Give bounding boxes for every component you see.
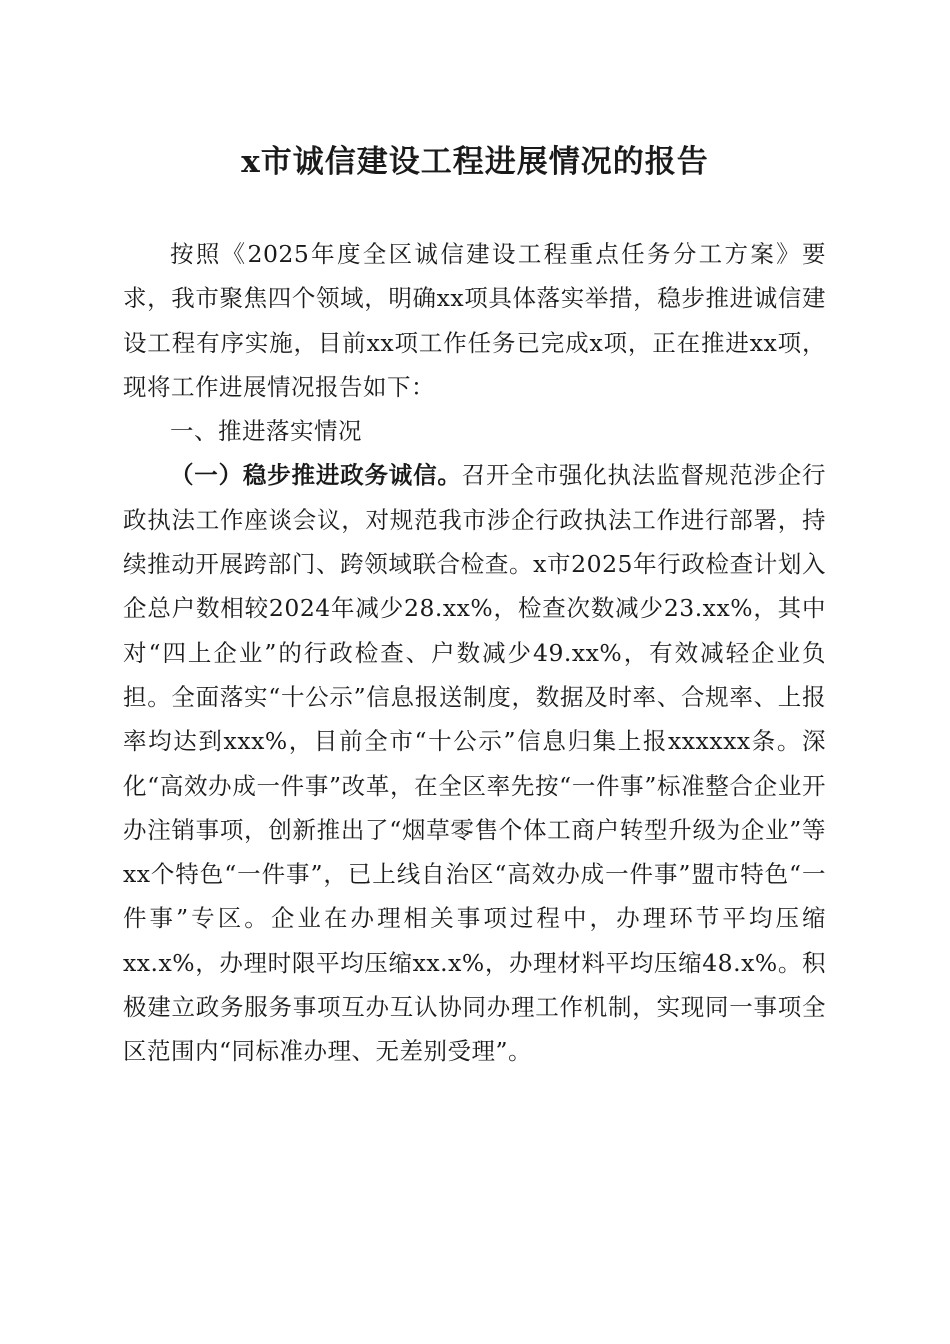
document-body: [123, 232, 826, 1074]
subsection-heading: （一）稳步推进政务诚信。: [170, 461, 462, 490]
intro-paragraph: 按照《2025年度全区诚信建设工程重点任务分工方案》要求，我市聚焦四个领域，明确xx项具体落实举措，稳步推进诚信建设工程有序实施，目前xx项工作任务已完成x项，正在推进xx项，现将工作进展情况报告如下：: [123, 240, 826, 401]
section-1-1-paragraph: [123, 453, 826, 1073]
section-heading-1: 一、推进落实情况: [170, 417, 362, 446]
document-title: x市诚信建设工程进展情况的报告: [241, 144, 709, 180]
subsection-body: 召开全市强化执法监督规范涉企行政执法工作座谈会议，对规范我市涉企行政执法工作进行部署，持续推动开展跨部门、跨领域联合检查。x市2025年行政检查计划入企总户数相较2024年减少28.xx%，检查次数减少23.xx%，其中对“四上企业”的行政检查、户数减少49.xx%，有效减轻企业负担。全面落实“十公示”信息报送制度，数据及时率、合规率、上报率均达到xxx%，目前全市“十公示”信息归集上报xxxxxx条。深化“高效办成一件事”改革，在全区率先按“一件事”标准整合企业开办注销事项，创新推出了“烟草零售个体工商户转型升级为企业”等xx个特色“一件事”，已上线自治区“高效办成一件事”盟市特色“一件事”专区。企业在办理相关事项过程中，办理环节平均压缩xx.x%，办理时限平均压缩xx.x%，办理材料平均压缩48.x%。积极建立政务服务事项互办互认协同办理工作机制，实现同一事项全区范围内“同标准办理、无差别受理”。: [123, 461, 827, 1066]
